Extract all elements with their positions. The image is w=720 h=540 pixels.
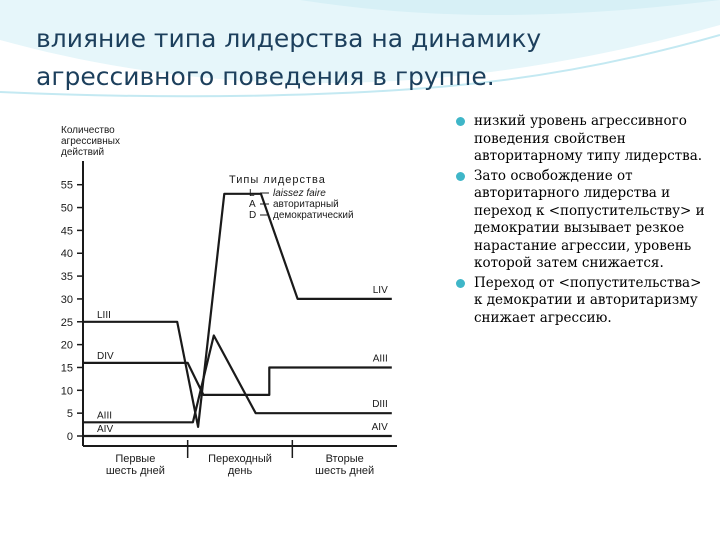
bullet-icon (456, 279, 465, 288)
y-tick-label: 25 (60, 316, 73, 329)
bullet-item (456, 275, 706, 328)
bullet-icon (456, 172, 465, 181)
y-tick-label: 5 (66, 408, 73, 421)
bullet-list (456, 113, 706, 329)
series-end-label: LIV (372, 284, 388, 296)
y-tick-label: 20 (60, 339, 73, 352)
series-line (83, 336, 392, 423)
y-tick-label: 10 (60, 385, 73, 398)
bullet-text: Переход от <попустительства> к демократии и авторитаризму снижает агрессию. (474, 274, 702, 326)
bullet-item (456, 113, 706, 166)
x-period-label: шесть дней (315, 465, 375, 477)
y-axis-title: действий (61, 147, 105, 158)
series-end-label: AIII (372, 353, 388, 365)
legend-key: A (249, 199, 256, 210)
series-end-label: AIV (371, 422, 388, 433)
bullet-text: Зато освобождение от авторитарного лидерства и переход к <попустительству> и демократии вызывает резкое нарастание агрессии, уровень которой затем снижается. (474, 167, 705, 271)
legend-label: авторитарный (273, 199, 339, 210)
legend-label: демократический (273, 210, 354, 221)
y-tick-label: 30 (60, 293, 73, 306)
y-tick-label: 40 (60, 248, 73, 261)
x-period-label: Переходный (208, 453, 272, 465)
legend-key: D (249, 210, 257, 221)
y-tick-label: 55 (60, 179, 73, 192)
bullet-item (456, 168, 706, 273)
y-axis-title: агрессивных (61, 136, 120, 147)
legend-label: laissez faire (273, 188, 326, 199)
x-period-label: Вторые (325, 453, 364, 465)
y-tick-label: 50 (60, 202, 73, 215)
slide-title: влияние типа лидерства на динамику агрессивного поведения в группе. (36, 24, 542, 91)
legend-title: Типы лидерства (229, 174, 326, 186)
y-axis-title: Количество (61, 125, 115, 136)
series-start-label: AIII (97, 410, 113, 422)
series-start-label: DIV (97, 350, 114, 362)
x-period-label: шесть дней (105, 465, 165, 477)
x-period-label: день (227, 465, 253, 477)
y-tick-label: 35 (60, 271, 73, 284)
series-start-label: LIII (97, 309, 111, 321)
y-tick-label: 15 (60, 362, 73, 375)
bullet-text: низкий уровень агрессивного поведения свойствен авторитарному типу лидерства. (474, 113, 703, 164)
y-tick-label: 0 (66, 431, 73, 443)
leadership-aggression-chart (31, 111, 415, 486)
series-start-label: AIV (97, 424, 114, 435)
series-end-label: DIII (372, 399, 388, 411)
bullet-icon (456, 117, 465, 126)
series-line (83, 194, 392, 427)
y-tick-label: 45 (60, 225, 73, 238)
legend-key: L (249, 188, 255, 199)
x-period-label: Первые (115, 453, 156, 465)
chart-image (31, 111, 415, 486)
